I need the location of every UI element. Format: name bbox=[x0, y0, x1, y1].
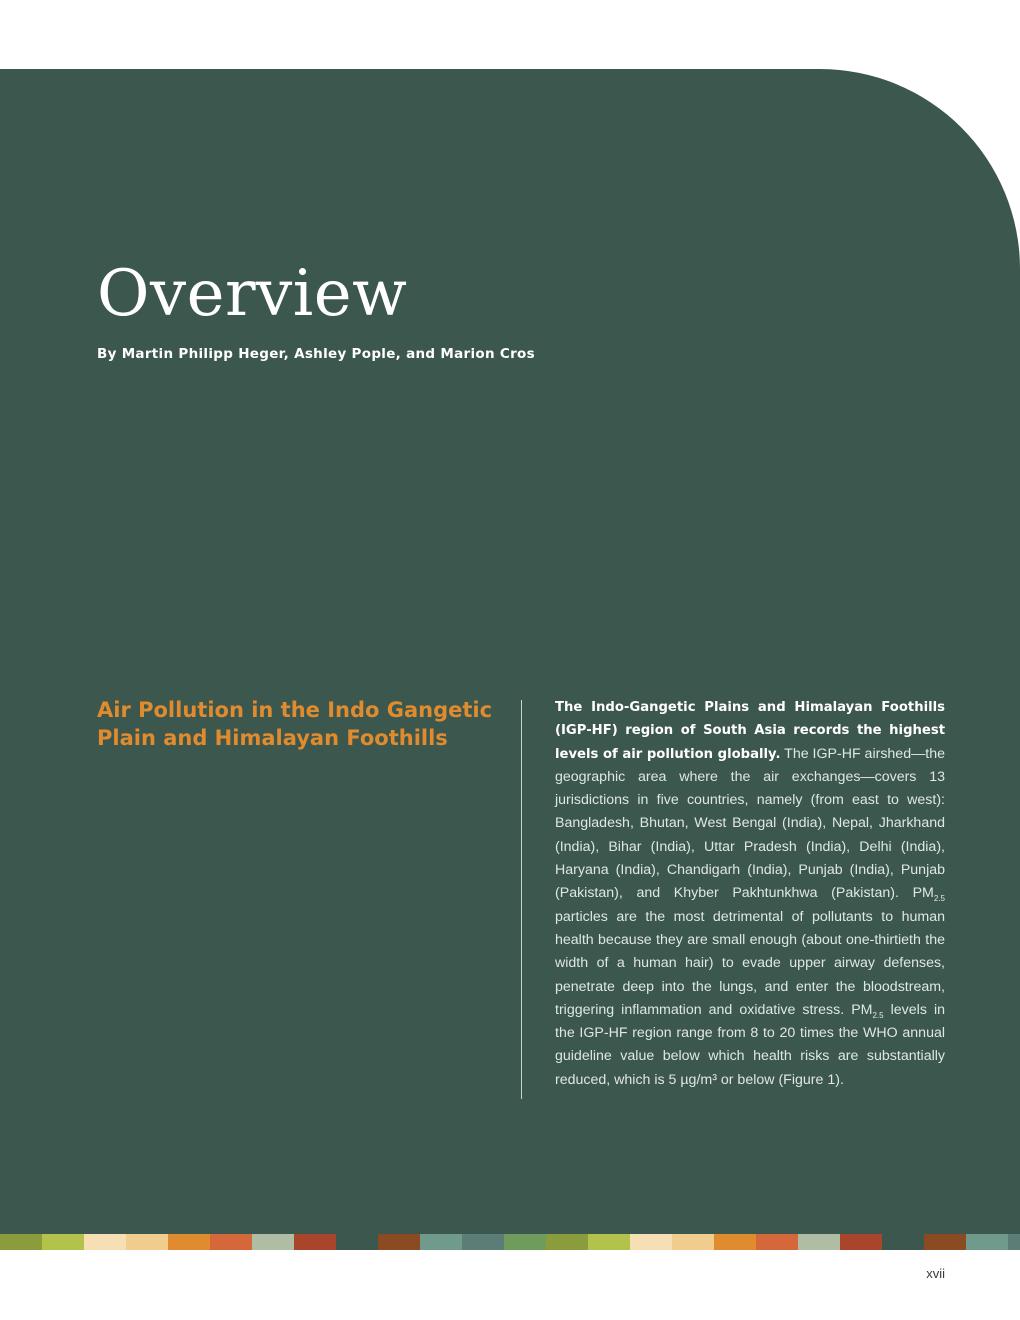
stripe-segment bbox=[630, 1234, 672, 1250]
stripe-segment bbox=[420, 1234, 462, 1250]
stripe-segment bbox=[672, 1234, 714, 1250]
stripe-segment bbox=[504, 1234, 546, 1250]
author-byline: By Martin Philipp Heger, Ashley Pople, and Marion Cros bbox=[97, 346, 535, 362]
lead-sentence: The Indo-Gangetic Plains and Himalayan Foothills (IGP-HF) region of South Asia records the highest levels of air pollution globally. bbox=[555, 700, 945, 762]
stripe-segment bbox=[798, 1234, 840, 1250]
stripe-segment bbox=[714, 1234, 756, 1250]
pm-subscript-2: 2.5 bbox=[872, 1010, 884, 1020]
stripe-segment bbox=[882, 1234, 924, 1250]
stripe-segment bbox=[756, 1234, 798, 1250]
stripe-segment bbox=[588, 1234, 630, 1250]
stripe-segment bbox=[840, 1234, 882, 1250]
stripe-segment bbox=[0, 1234, 42, 1250]
stripe-segment bbox=[966, 1234, 1008, 1250]
stripe-segment bbox=[294, 1234, 336, 1250]
body-text-part-1: The IGP-HF airshed—the geographic area where the air exchanges—covers 13 jurisdictions in five countries, namely (from east to west): Bangladesh, Bhutan, West Bengal (India), Nepal, Jharkhand (India), Bihar (India), Uttar Pradesh (India), Delhi (India), Haryana (India), Chandigarh (India), Punjab (India), Punjab (Pakistan), and Khyber Pakhtunkhwa (Pakistan). PM bbox=[555, 745, 946, 902]
body-paragraph bbox=[555, 696, 945, 1092]
stripe-segment bbox=[168, 1234, 210, 1250]
pm-subscript-1: 2.5 bbox=[933, 894, 945, 904]
stripe-segment bbox=[924, 1234, 966, 1250]
stripe-segment bbox=[546, 1234, 588, 1250]
stripe-segment bbox=[42, 1234, 84, 1250]
body-text-part-3: levels in the IGP-HF region range from 8 to 20 times the WHO annual guideline value below which health risks are substantially reduced, which is 5 µg/m³ or below (Figure 1). bbox=[555, 1001, 945, 1088]
body-text-part-2: particles are the most detrimental of pollutants to human health because they are small enough (about one-thirtieth the width of a human hair) to evade upper airway defenses, penetrate deep into the lungs, and enter the bloodstream, triggering inflammation and oxidative stress. PM bbox=[555, 908, 945, 1018]
stripe-segment bbox=[84, 1234, 126, 1250]
stripe-segment bbox=[336, 1234, 378, 1250]
stripe-segment bbox=[462, 1234, 504, 1250]
section-heading: Air Pollution in the Indo Gangetic Plain and Himalayan Foothills bbox=[97, 698, 493, 750]
stripe-segment bbox=[126, 1234, 168, 1250]
stripe-segment bbox=[252, 1234, 294, 1250]
page-title: Overview bbox=[97, 257, 408, 331]
column-divider bbox=[521, 700, 522, 1099]
color-stripe bbox=[0, 1234, 1020, 1250]
page-number: xvii bbox=[926, 1266, 945, 1281]
stripe-segment bbox=[1008, 1234, 1020, 1250]
stripe-segment bbox=[210, 1234, 252, 1250]
stripe-segment bbox=[378, 1234, 420, 1250]
